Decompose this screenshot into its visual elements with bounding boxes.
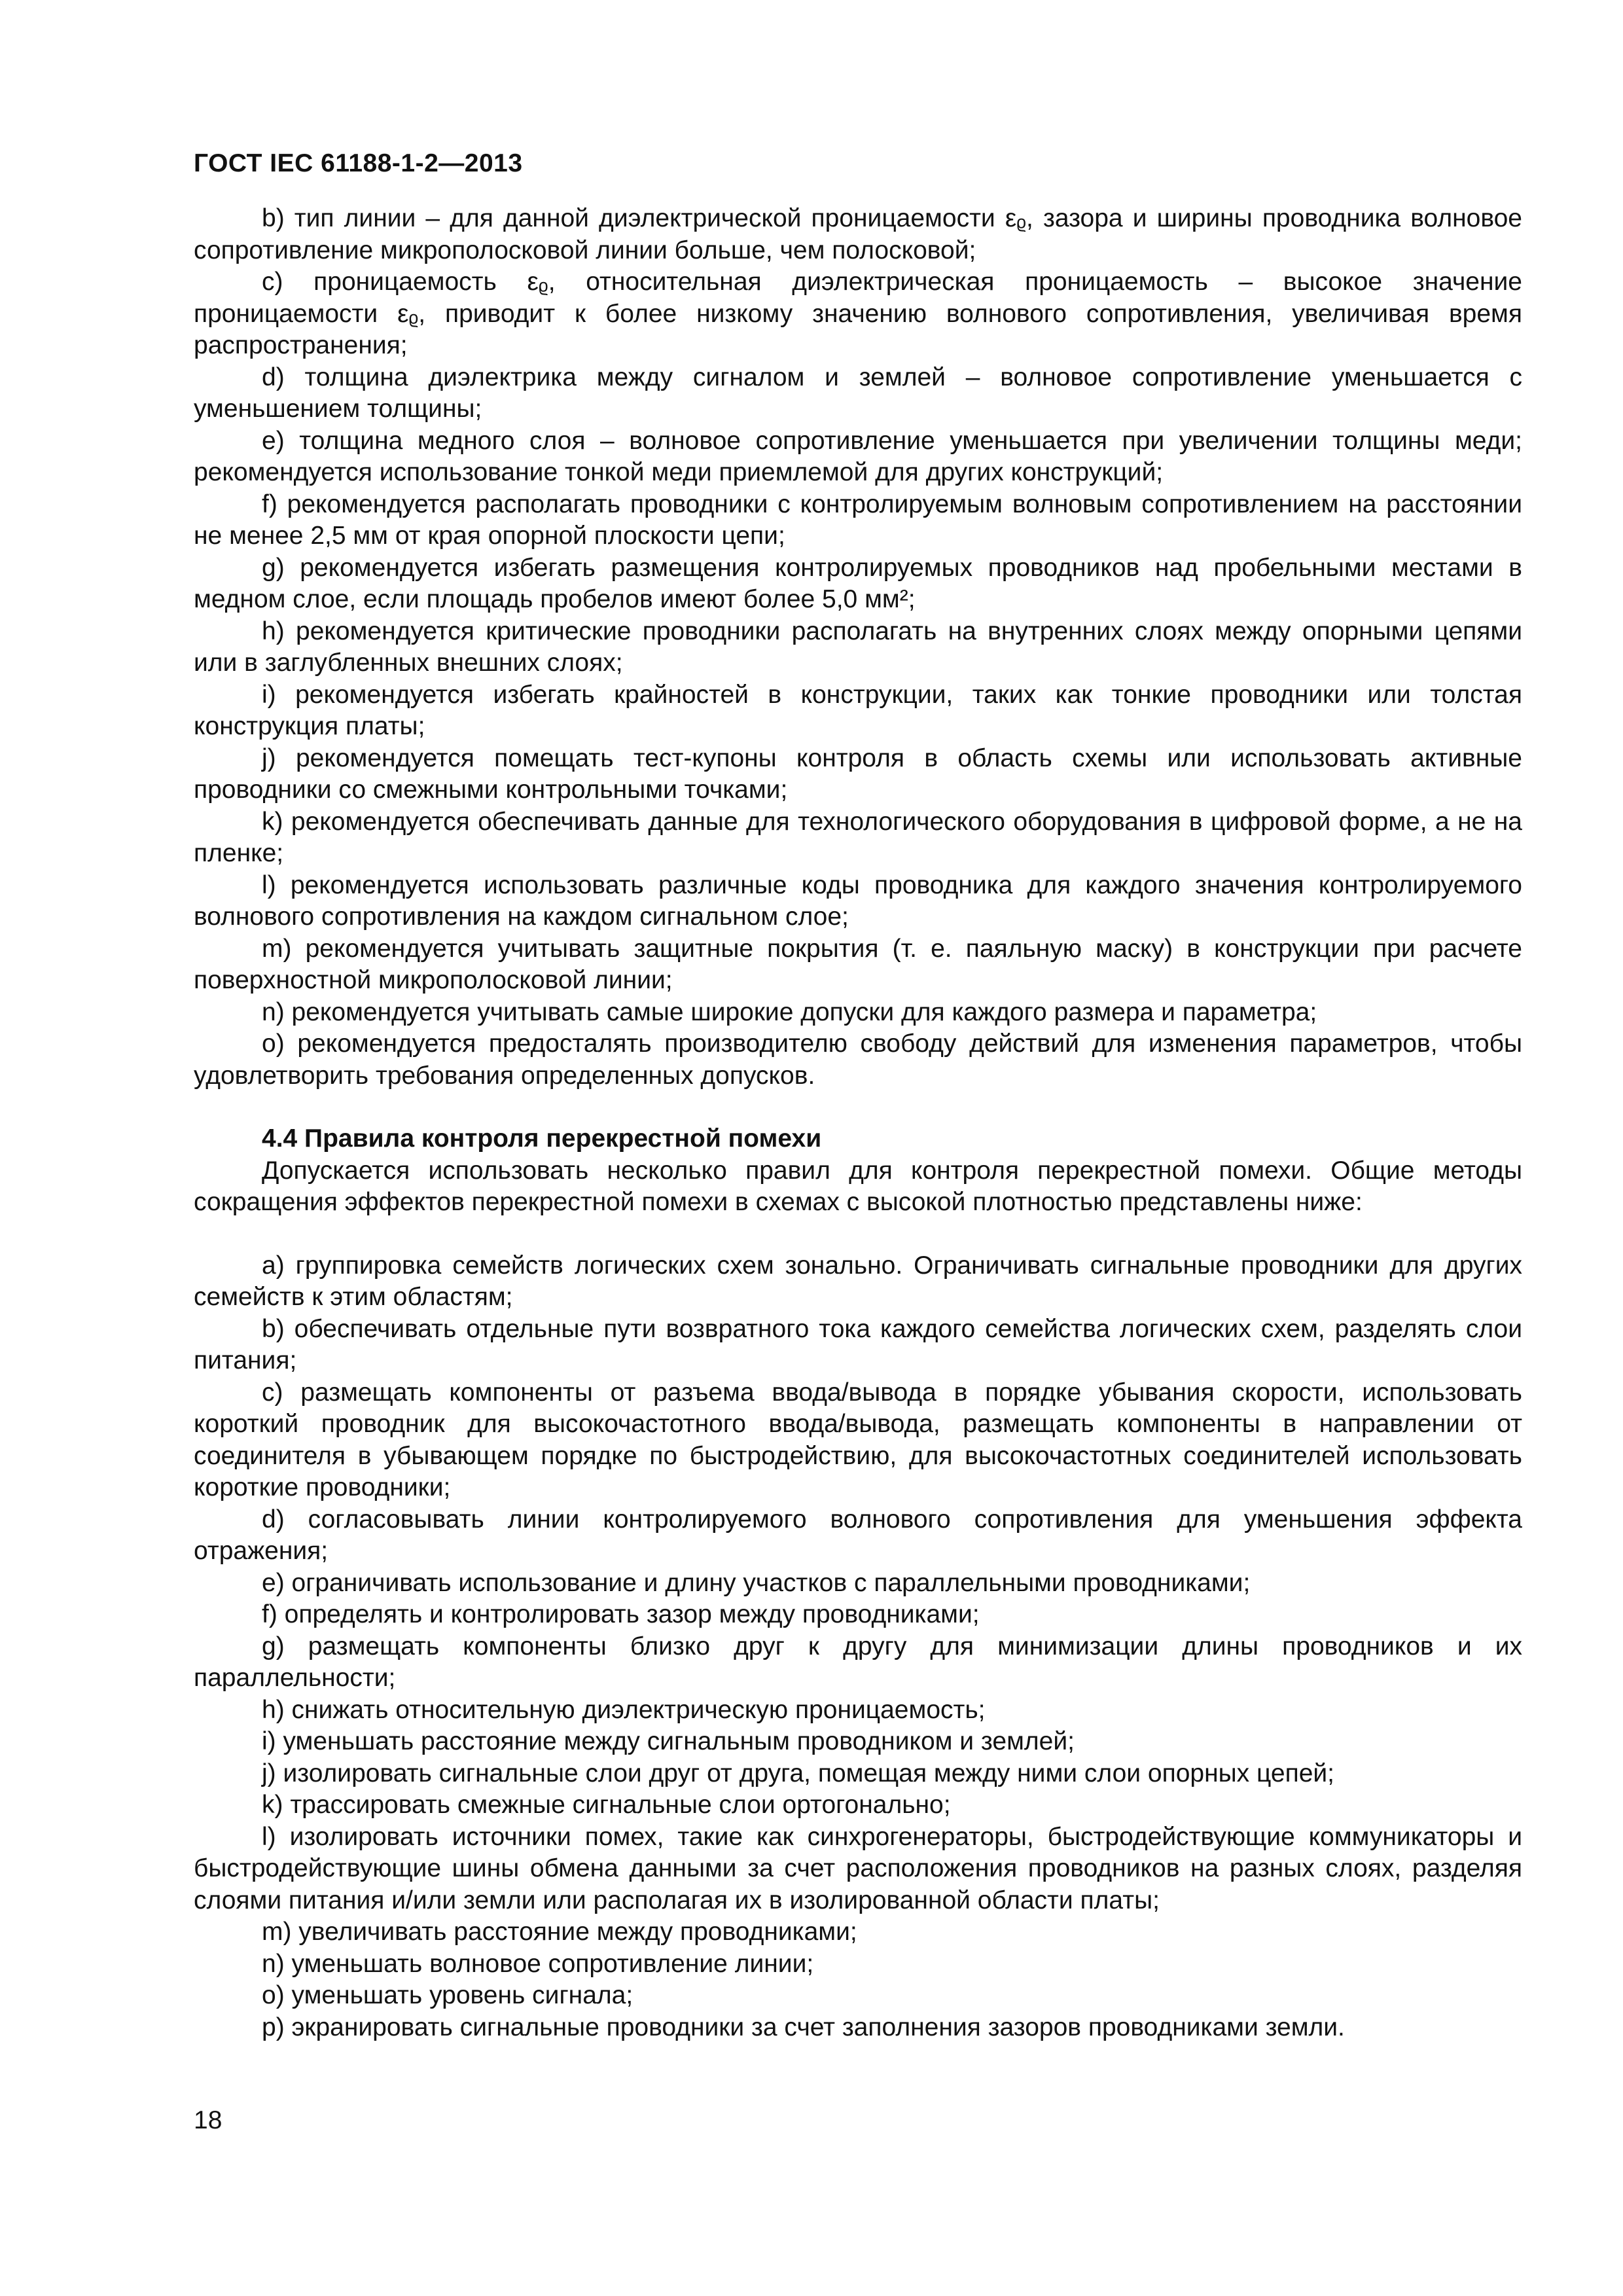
list-item: n) рекомендуется учитывать самые широкие допуски для каждого размера и параметра; — [262, 997, 1317, 1026]
list-item: m) рекомендуется учитывать защитные покрытия (т. е. паяльную маску) в конструкции при расчете поверхностной микрополосковой линии; — [194, 934, 1522, 994]
list-item: b) обеспечивать отдельные пути возвратного тока каждого семейства логических схем, разделять слои питания; — [194, 1314, 1522, 1374]
crosstalk-methods-list — [194, 1250, 1522, 2044]
list-item: d) согласовывать линии контролируемого волнового сопротивления для уменьшения эффекта отражения; — [194, 1505, 1522, 1565]
list-item: l) рекомендуется использовать различные коды проводника для каждого значения контролируемого волнового сопротивления на каждом сигнальном слое; — [194, 870, 1522, 931]
list-item: p) экранировать сигнальные проводники за счет заполнения зазоров проводниками земли. — [262, 2013, 1345, 2041]
list-item: f) рекомендуется располагать проводники с контролируемым волновым сопротивлением на расстоянии не менее 2,5 мм от края опорной плоскости цепи; — [194, 490, 1522, 550]
page-body — [194, 203, 1522, 2043]
list-item: j) изолировать сигнальные слои друг от друга, помещая между ними слои опорных цепей; — [262, 1759, 1335, 1787]
list-item: h) рекомендуется критические проводники располагать на внутренних слоях между опорными цепями или в заглубленных внешних слоях; — [194, 617, 1522, 677]
paragraph-spacer — [194, 1219, 1522, 1250]
list-item: k) рекомендуется обеспечивать данные для технологического оборудования в цифровой форме, а не на пленке; — [194, 807, 1522, 867]
list-item: i) рекомендуется избегать крайностей в конструкции, таких как тонкие проводники или толстая конструкция платы; — [194, 680, 1522, 740]
impedance-factors-list — [194, 203, 1522, 1092]
list-item: j) рекомендуется помещать тест-купоны контроля в область схемы или использовать активные проводники со смежными контрольными точками; — [194, 744, 1522, 804]
list-item: c) размещать компоненты от разъема ввода/вывода в порядке убывания скорости, использовать короткий проводник для высокочастотного ввода/вывода, размещать компоненты в направлении от соединителя в убывающем порядке по быстродействию, для высокочастотных соединителей использовать короткие проводники; — [194, 1378, 1522, 1501]
crosstalk-section — [194, 1123, 1522, 2043]
list-item: g) размещать компоненты близко друг к другу для минимизации длины проводников и их параллельности; — [194, 1632, 1522, 1692]
list-item: k) трассировать смежные сигнальные слои ортогонально; — [262, 1791, 951, 1819]
list-item: n) уменьшать волновое сопротивление линии; — [262, 1949, 814, 1978]
list-item: f) определять и контролировать зазор между проводниками; — [262, 1600, 980, 1628]
list-item: m) увеличивать расстояние между проводниками; — [262, 1918, 857, 1946]
list-item: b) тип линии – для данной диэлектрической проницаемости εᵨ, зазора и ширины проводника волновое сопротивление микрополосковой линии больше, чем полосковой; — [194, 204, 1522, 264]
page-number: 18 — [194, 2106, 223, 2134]
list-item: o) рекомендуется предосталять производителю свободу действий для изменения параметров, чтобы удовлетворить требования определенных допусков. — [194, 1030, 1522, 1090]
list-item: e) ограничивать использование и длину участков с параллельными проводниками; — [262, 1568, 1251, 1597]
list-item: l) изолировать источники помех, такие как синхрогенераторы, быстродействующие коммуникаторы и быстродействующие шины обмена данными за счет расположения проводников на разных слоях, разделяя слоями питания и/или земли или располагая их в изолированной области платы; — [194, 1822, 1522, 1914]
section-intro: Допускается использовать несколько правил для контроля перекрестной помехи. Общие методы сокращения эффектов перекрестной помехи в схемах с высокой плотностью представлены ниже: — [194, 1156, 1522, 1216]
list-item: d) толщина диэлектрика между сигналом и землей – волновое сопротивление уменьшается с уменьшением толщины; — [194, 363, 1522, 423]
list-item: h) снижать относительную диэлектрическую проницаемость; — [262, 1695, 986, 1724]
list-item: o) уменьшать уровень сигнала; — [262, 1981, 633, 2009]
section-heading: 4.4 Правила контроля перекрестной помехи — [262, 1124, 822, 1153]
list-item: e) толщина медного слоя – волновое сопротивление уменьшается при увеличении толщины меди; рекомендуется использование тонкой меди приемлемой для других конструкций; — [194, 426, 1522, 486]
list-item: a) группировка семейств логических схем зонально. Ограничивать сигнальные проводники для других семейств к этим областям; — [194, 1251, 1522, 1311]
document-header: ГОСТ IEC 61188-1-2—2013 — [194, 149, 523, 177]
list-item: i) уменьшать расстояние между сигнальным проводником и землей; — [262, 1727, 1075, 1755]
list-item: g) рекомендуется избегать размещения контролируемых проводников над пробельными местами в медном слое, если площадь пробелов имеют более 5,0 мм²; — [194, 553, 1522, 613]
list-item: c) проницаемость εᵨ, относительная диэлектрическая проницаемость – высокое значение проницаемости εᵨ, приводит к более низкому значению волнового сопротивления, увеличивая время распространения; — [194, 268, 1522, 359]
